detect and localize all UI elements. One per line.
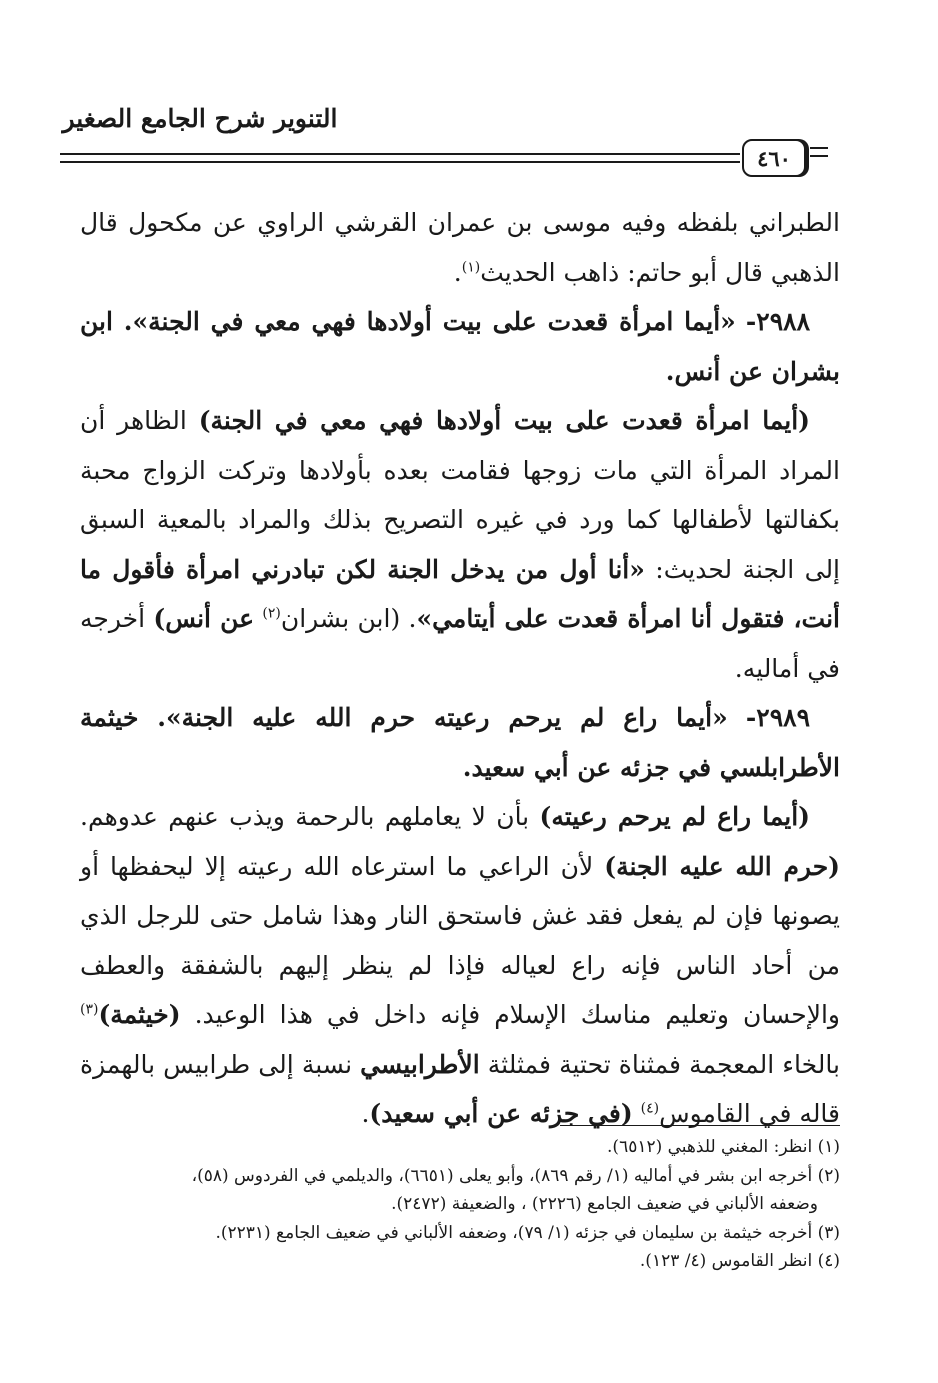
- commentary-lemma: (أيما امرأة قعدت على بيت أولادها فهي معي في الجنة): [198, 406, 810, 435]
- footnotes: [80, 1133, 840, 1276]
- commentary-lemma: عن أنس): [153, 604, 255, 633]
- running-header-title: التنوير شرح الجامع الصغير: [62, 104, 338, 133]
- header-rule-end-bottom: [810, 155, 828, 157]
- text-end: .: [453, 257, 462, 287]
- text-line: الطبراني بلفظه وفيه موسى بن عمران القرشي الراوي عن مكحول قال الذهبي: [80, 208, 840, 287]
- commentary-lemma: (أيما راع لم يرحم رعيته): [539, 802, 811, 831]
- page-number-badge: [742, 139, 806, 177]
- hadith-text: «أيما امرأة قعدت على بيت أولادها فهي معي في الجنة». ابن بشران عن أنس.: [80, 307, 840, 386]
- text-end: .: [361, 1099, 370, 1128]
- commentary-lemma: (خيثمة): [98, 1000, 181, 1029]
- text-line: قال أبو حاتم: ذاهب الحديث: [480, 257, 763, 287]
- footnote-2-continuation: وضعفه الألباني في ضعيف الجامع (٢٢٢٦) ، والضعيفة (٢٤٧٢).: [391, 1194, 818, 1214]
- footnote-ref: (٢): [262, 605, 281, 622]
- commentary-text: . (ابن بشران: [280, 604, 417, 633]
- commentary-lemma: (حرم الله عليه الجنة): [604, 851, 841, 881]
- commentary-2989: [80, 792, 840, 1139]
- footnote-ref: (١): [461, 259, 481, 276]
- commentary-text: الظاهر أن المراد المرأة التي مات زوجها فقامت بعده بأولادها وتركت الزواج محبة بكفالتها لأطفالها كما ورد في غيره التصريح بذلك والمراد بالمعية السبق إلى الجنة لحديث:: [80, 406, 841, 584]
- quoted-hadith: «أنا أول من يدخل الجنة لكن تبادرني امرأة فأقول ما أنت، فتقول أنا امرأة قعدت على أيتامي»: [80, 554, 840, 633]
- hadith-entry-2989: [80, 693, 840, 792]
- commentary-2988: [80, 396, 840, 693]
- commentary-text: بأن لا يعاملهم بالرحمة ويذب عنهم عدوهم.: [80, 802, 530, 831]
- header-rule-bottom: [60, 161, 740, 163]
- commentary-lemma: (في جزئه عن أبي سعيد): [369, 1099, 633, 1128]
- hadith-text: «أيما راع لم يرحم رعيته حرم الله عليه الجنة». خيثمة الأطرابلسي في جزئه عن أبي سعيد.: [80, 703, 840, 782]
- commentary-text: أخرجه في أماليه.: [80, 604, 840, 683]
- header-rule-end-top: [810, 147, 828, 149]
- header-rule-top: [60, 153, 740, 155]
- hadith-number: ٢٩٨٩-: [745, 703, 810, 732]
- footnote-ref: (٤): [640, 1100, 660, 1117]
- main-text: [80, 198, 840, 1139]
- commentary-text: بالخاء المعجمة فمثناة تحتية فمثلثة: [487, 1049, 840, 1079]
- commentary-text: نسبة إلى طرابيس بالهمزة قاله في القاموس: [80, 1049, 840, 1128]
- footnote-ref: (٣): [80, 1001, 99, 1018]
- commentary-text: لأن الراعي ما استرعاه الله رعيته إلا ليحفظها أو يصونها فإن لم يفعل فقد غش فاستحق النار وهذا شامل حتى للرجل الذي من أحاد الناس فإنه راع لعياله فإذا لم ينظر إليهم بالشفقة والعطف والإحسان وتعليم مناسك الإسلام فإنه داخل في هذا الوعيد.: [80, 851, 840, 1029]
- footnote-3: (٣) أخرجه خيثمة بن سليمان في جزئه (١/ ٧٩)، وضعفه الألباني في ضعيف الجامع (٢٢٣١).: [215, 1222, 840, 1243]
- hadith-number: ٢٩٨٨-: [745, 307, 810, 336]
- paragraph-continuation: [80, 198, 840, 297]
- footnote-separator: [560, 1125, 840, 1126]
- footnote-1: (١) انظر: المغني للذهبي (٦٥١٢).: [607, 1137, 840, 1157]
- footnote-2: (٢) أخرجه ابن بشر في أماليه (١/ رقم ٨٦٩)، وأبو يعلى (٦٦٥١)، والديلمي في الفردوس (٥٨)،: [191, 1165, 840, 1186]
- footnote-4: (٤) انظر القاموس (٤/ ١٢٣).: [639, 1251, 840, 1271]
- page-number: ٤٦٠: [757, 145, 791, 171]
- hadith-entry-2988: [80, 297, 840, 396]
- commentary-lemma: الأطرابيسي: [360, 1049, 480, 1079]
